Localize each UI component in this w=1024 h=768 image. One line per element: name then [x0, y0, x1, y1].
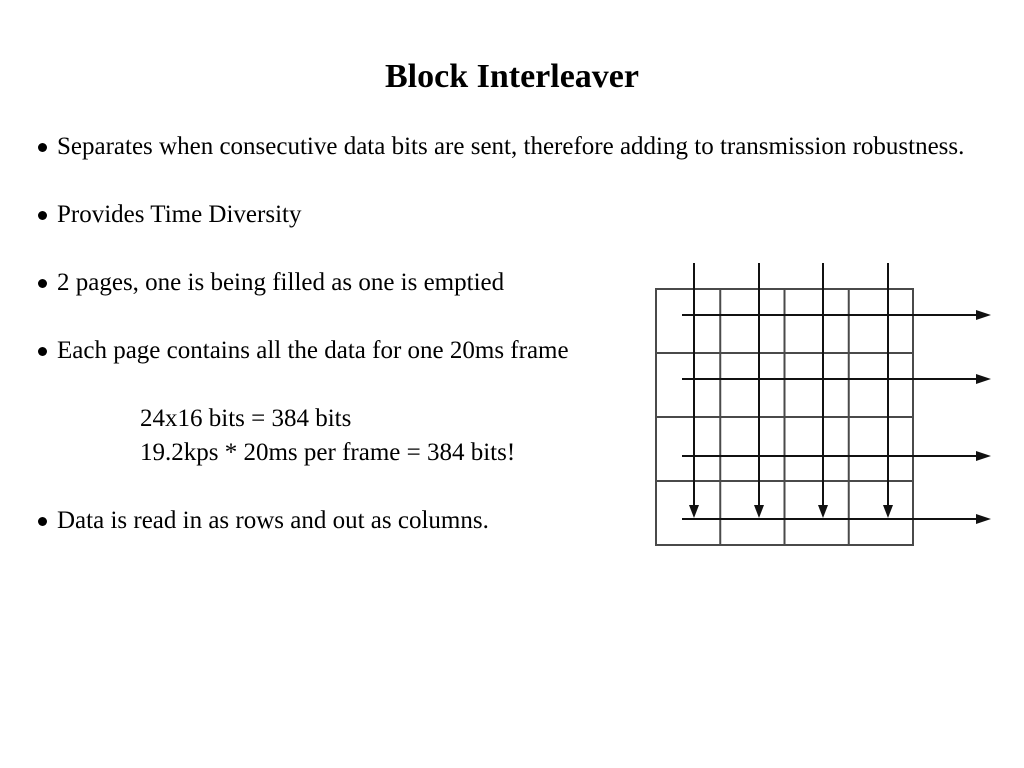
indent-line: [36, 436, 988, 470]
indent-text: 24x16 bits = 384 bits: [140, 405, 352, 432]
bullet-text: Data is read in as rows and out as columns.: [57, 507, 489, 534]
bullet-item: [36, 198, 988, 232]
bullet-text: 2 pages, one is being filled as one is emptied: [57, 269, 505, 296]
bullet-item: [36, 130, 988, 164]
bullet-icon: [38, 347, 47, 356]
indent-line: [36, 402, 988, 436]
bullet-item: [36, 504, 988, 538]
bullet-icon: [38, 517, 47, 526]
bullet-item: [36, 266, 988, 300]
bullet-list: [36, 130, 988, 538]
bullet-text: Each page contains all the data for one 20ms frame: [57, 337, 569, 364]
bullet-item: [36, 334, 988, 368]
bullet-icon: [38, 279, 47, 288]
bullet-text: Separates when consecutive data bits are sent, therefore adding to transmission robustness.: [57, 133, 965, 160]
bullet-icon: [38, 211, 47, 220]
indent-text: 19.2kps * 20ms per frame = 384 bits!: [140, 439, 516, 466]
bullet-icon: [38, 143, 47, 152]
bullet-text: Provides Time Diversity: [57, 201, 302, 228]
slide-title: Block Interleaver: [385, 58, 639, 95]
